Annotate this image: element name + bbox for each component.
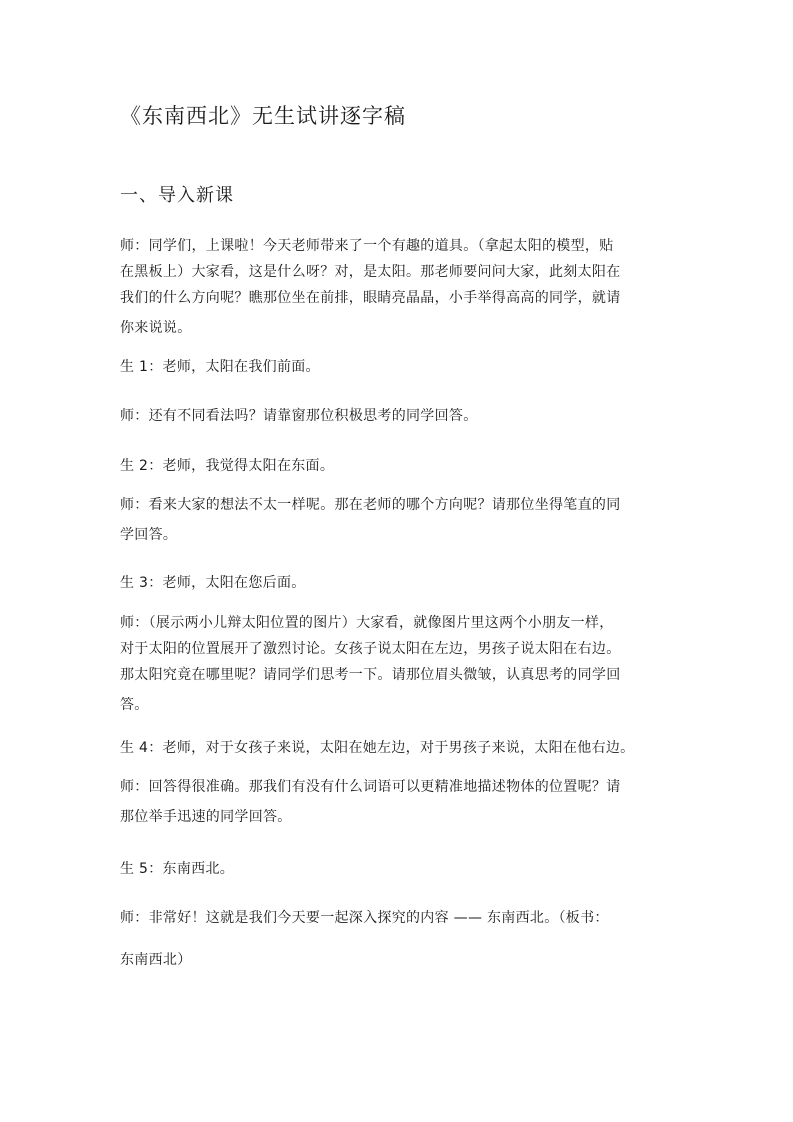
text-line: 我们的什么方向呢？瞧那位坐在前排，眼睛亮晶晶，小手举得高高的同学，就请 bbox=[120, 290, 621, 306]
text-line: 师：非常好！这就是我们今天要一起深入探究的内容 —— 东南西北。（板书： bbox=[120, 910, 609, 926]
text-line: 师：同学们，上课啦！今天老师带来了一个有趣的道具。（拿起太阳的模型，贴 bbox=[120, 238, 614, 254]
text-line: 学回答。 bbox=[120, 527, 178, 543]
text-line: 那位举手迅速的同学回答。 bbox=[120, 809, 292, 825]
text-line: 东南西北） bbox=[120, 952, 192, 968]
text-line: 师：回答得很准确。那我们有没有什么词语可以更精准地描述物体的位置呢？请 bbox=[120, 779, 621, 795]
paragraph-teacher-4 bbox=[120, 610, 680, 718]
text-line: 生 4：老师，对于女孩子来说，太阳在她左边，对于男孩子来说，太阳在他右边。 bbox=[120, 740, 635, 756]
text-line: 对于太阳的位置展开了激烈讨论。女孩子说太阳在左边，男孩子说太阳在右边。 bbox=[120, 641, 621, 657]
text-line: 生 3：老师，太阳在您后面。 bbox=[120, 575, 306, 591]
paragraph-student-5 bbox=[120, 856, 680, 882]
paragraph-student-1 bbox=[120, 354, 680, 380]
paragraph-student-4 bbox=[120, 735, 680, 761]
text-line: 答。 bbox=[120, 697, 149, 713]
paragraph-teacher-3 bbox=[120, 492, 680, 548]
text-line: 在黑板上）大家看，这是什么呀？对，是太阳。那老师要问问大家，此刻太阳在 bbox=[120, 264, 621, 280]
paragraph-student-2 bbox=[120, 453, 680, 479]
paragraph-student-3 bbox=[120, 570, 680, 596]
text-line: 生 2：老师，我觉得太阳在东面。 bbox=[120, 458, 335, 474]
paragraph-teacher-intro bbox=[120, 233, 680, 341]
document-title: 《东南西北》无生试讲逐字稿 bbox=[120, 104, 406, 128]
text-line: 你来说说。 bbox=[120, 320, 192, 336]
paragraph-teacher-6 bbox=[120, 905, 680, 973]
text-line: 师：（展示两小儿辩太阳位置的图片）大家看，就像图片里这两个小朋友一样， bbox=[120, 615, 614, 631]
text-line: 生 1：老师，太阳在我们前面。 bbox=[120, 359, 320, 375]
text-line: 那太阳究竟在哪里呢？请同学们思考一下。请那位眉头微皱，认真思考的同学回 bbox=[120, 667, 621, 683]
text-line: 师：看来大家的想法不太一样呢。那在老师的哪个方向呢？请那位坐得笔直的同 bbox=[120, 497, 621, 513]
section-heading: 一、导入新课 bbox=[120, 185, 234, 206]
text-line: 生 5：东南西北。 bbox=[120, 861, 235, 877]
paragraph-teacher-5 bbox=[120, 774, 680, 830]
paragraph-teacher-2 bbox=[120, 403, 680, 429]
text-line: 师：还有不同看法吗？请靠窗那位积极思考的同学回答。 bbox=[120, 408, 478, 424]
